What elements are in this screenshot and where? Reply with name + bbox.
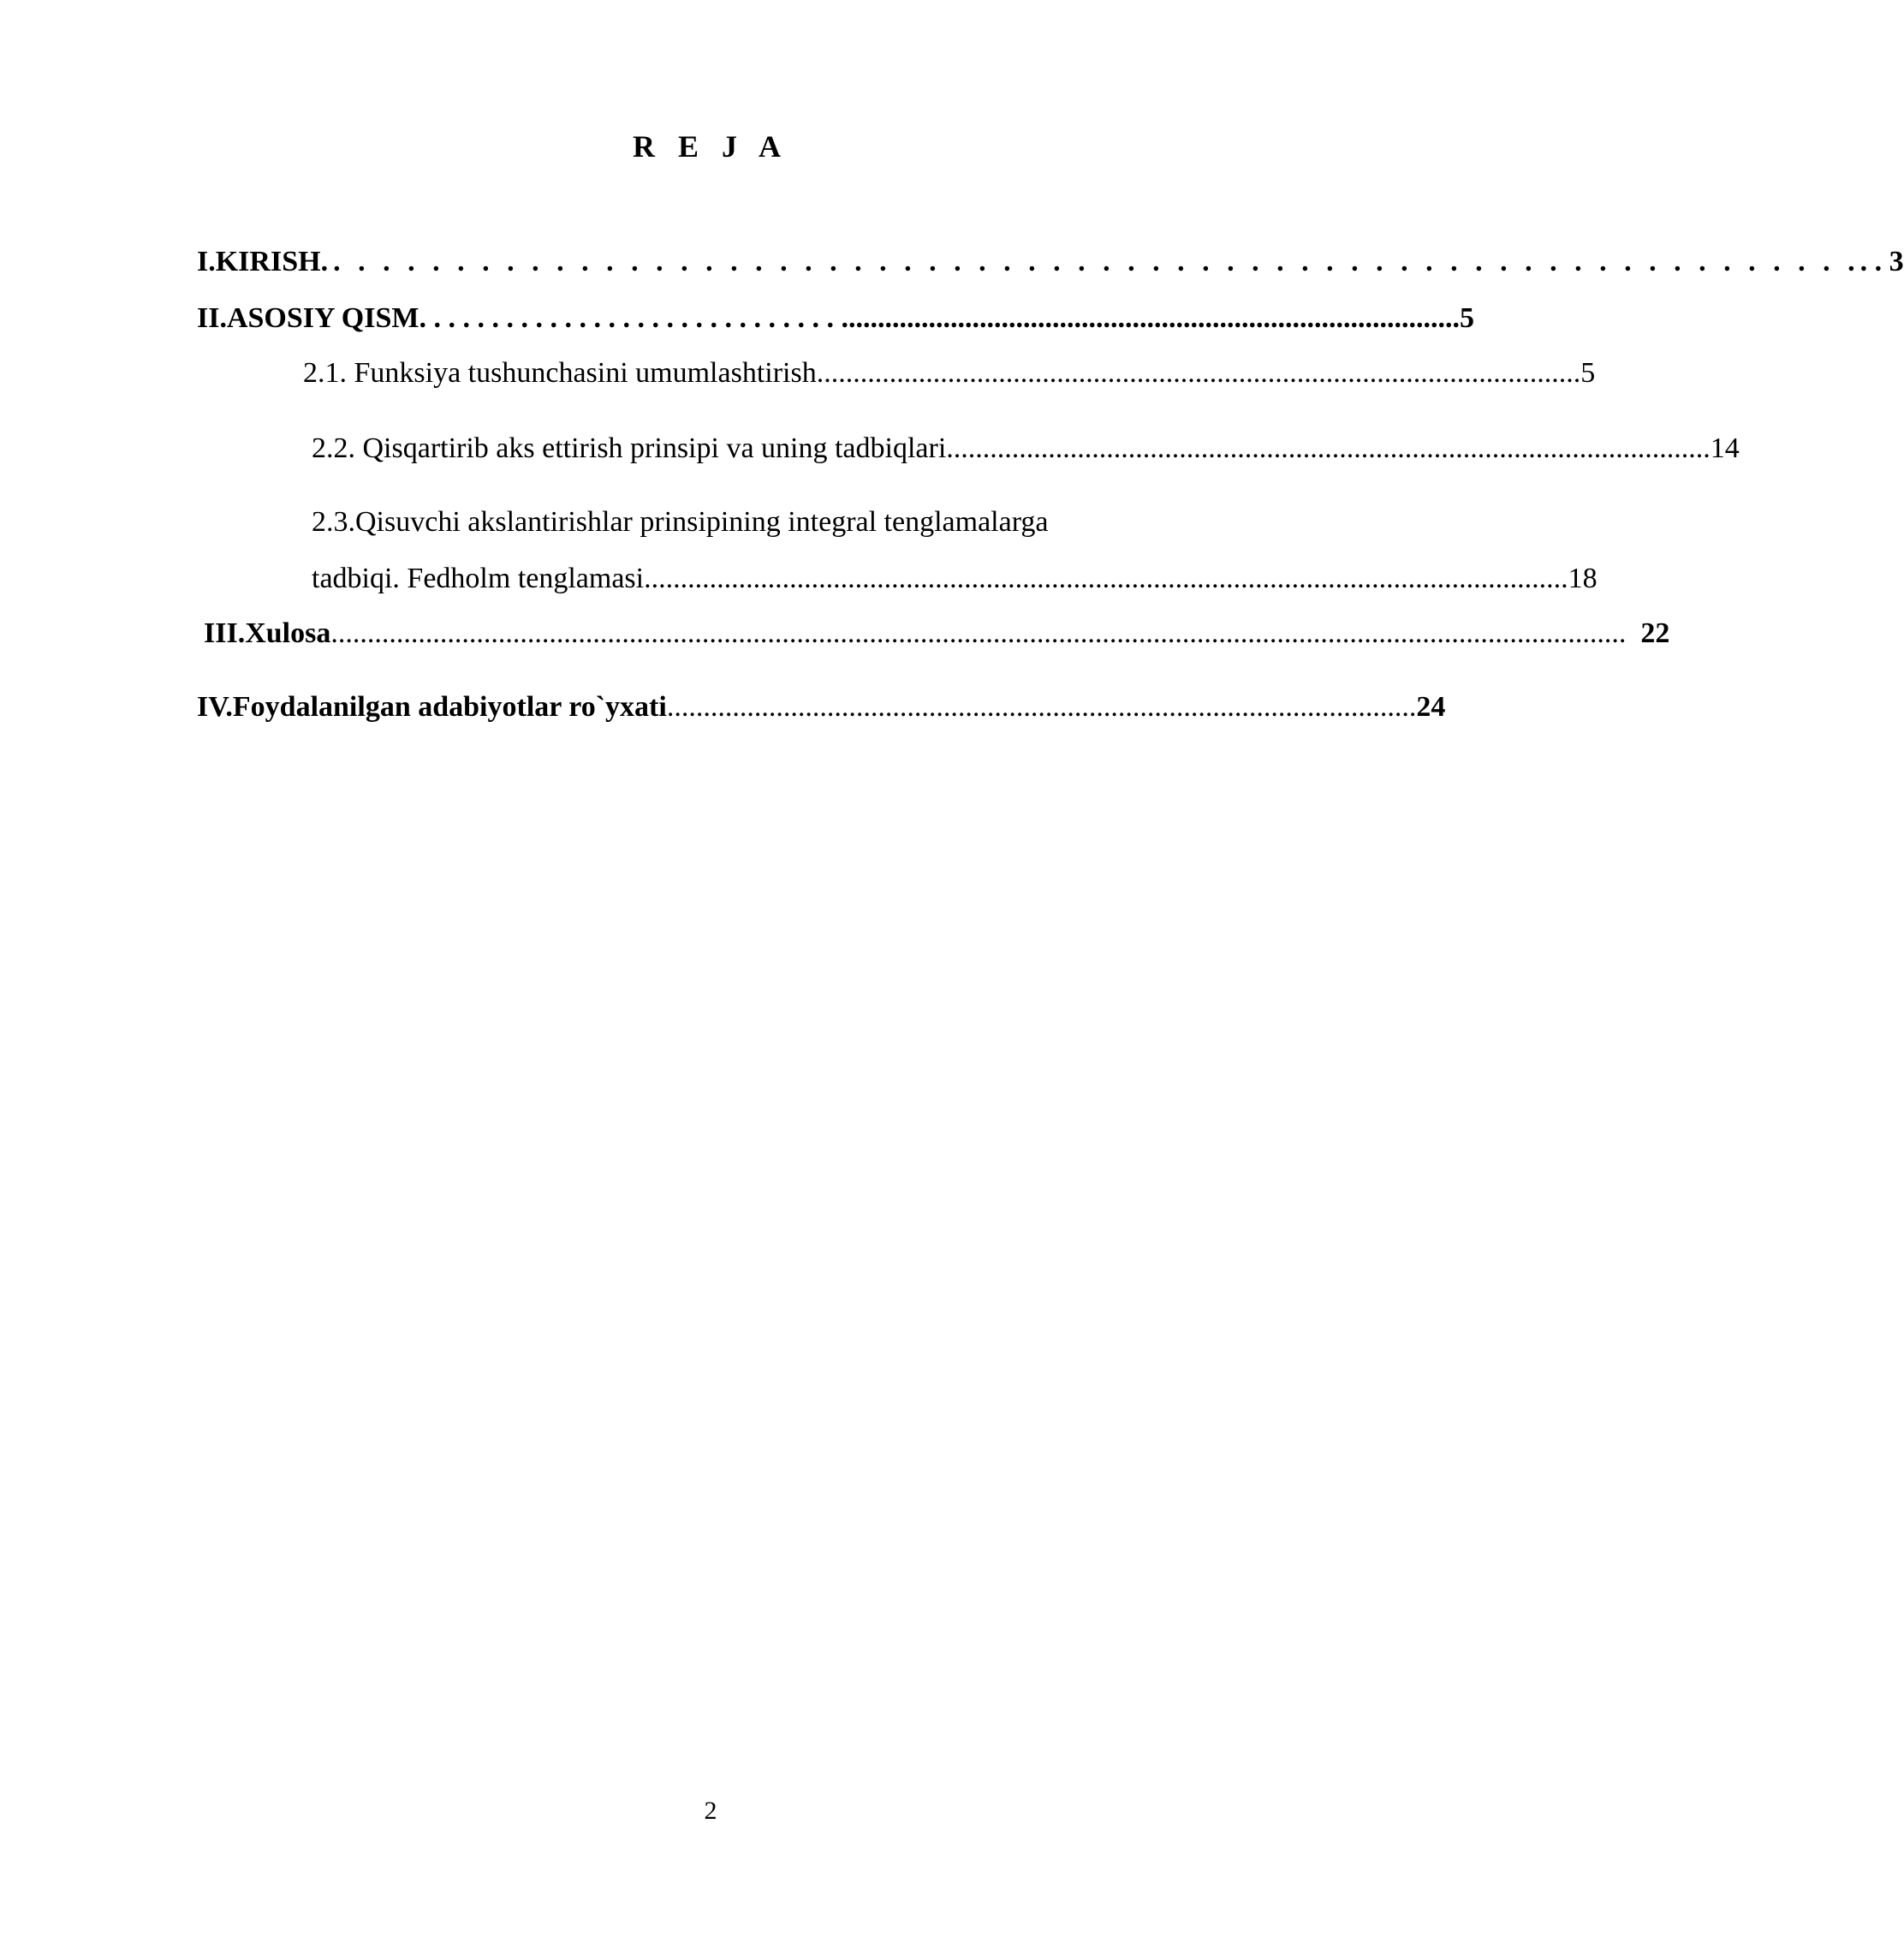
toc-entry-2-3 xyxy=(312,560,1598,598)
toc-label: 2.1. Funksiya tushunchasini umumlashtirish xyxy=(303,357,817,389)
toc-label: 2.2. Qisqartirib aks ettirish prinsipi va uning tadbiqlari xyxy=(312,432,947,464)
toc-page-number: 14 xyxy=(1710,432,1740,464)
toc-label: IV.Foydalanilgan adabiyotlar ro`yxati xyxy=(197,691,667,723)
toc-label: I.KIRISH xyxy=(197,246,321,277)
toc-entry-asosiy-qism xyxy=(197,300,1474,337)
toc-leader: ............................................................................................................................... xyxy=(644,563,1568,594)
toc-leader: .. . . . . . . . . . . . . . . . . . . . . . . . . . . . . . . . . . . . . . . . . . . . . . . . . . . . . . . . . . . . . . xyxy=(320,246,1860,277)
toc-page-number: 5 xyxy=(1459,302,1474,334)
toc-leader: ....................................................................................................... xyxy=(666,691,1417,723)
toc-entry-2-3-line1: 2.3.Qisuvchi akslantirishlar prinsipining integral tenglamalarga xyxy=(312,506,1049,538)
toc-entry-2-2 xyxy=(312,430,1740,468)
toc-page-number: . . 3 xyxy=(1859,246,1904,277)
toc-entry-xulosa xyxy=(204,615,1670,653)
toc-entry-2-1 xyxy=(303,355,1596,392)
toc-page-number: 22 xyxy=(1626,617,1670,649)
toc-label: tadbiqi. Fedholm tenglamasi xyxy=(312,563,645,594)
toc-leader: ......................................................................................................... xyxy=(816,357,1581,389)
toc-label: III.Xulosa xyxy=(204,617,331,649)
toc-entry-adabiyotlar xyxy=(197,688,1446,726)
toc-entry-kirish xyxy=(197,243,1904,281)
toc-page-number: 5 xyxy=(1580,357,1596,389)
toc-leader: .................................................................................................................................................................................. xyxy=(330,617,1627,649)
page-number-footer: 2 xyxy=(704,1797,717,1825)
page-title: R E J A xyxy=(632,129,789,164)
toc-leader: ......................................................................................................... xyxy=(946,432,1711,464)
toc-label: II.ASOSIY QISM xyxy=(197,302,419,334)
toc-leader: . . . . . . . . . . . . . . . . . . . . . . . . . . . . . ..................................................................................... xyxy=(419,302,1460,334)
toc-page-number: 18 xyxy=(1568,563,1598,594)
toc-page-number: 24 xyxy=(1416,691,1446,723)
